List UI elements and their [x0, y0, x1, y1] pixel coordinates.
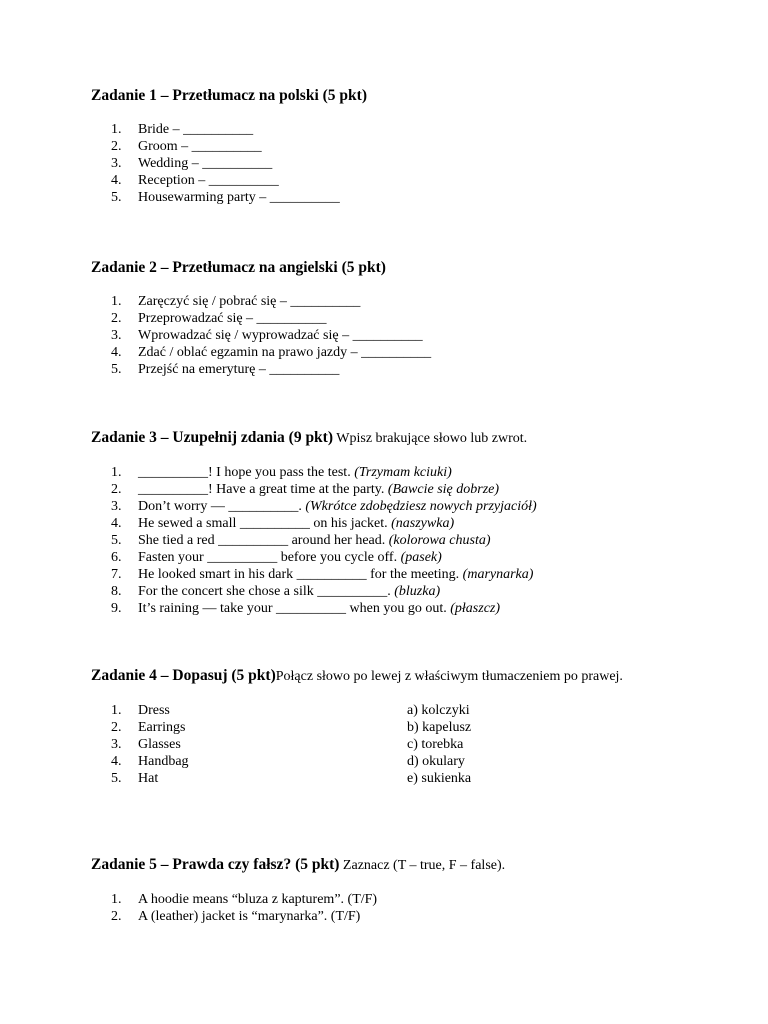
list-item: 8. For the concert she chose a silk __________. (bluzka): [111, 584, 441, 599]
task-3-heading: [91, 428, 691, 449]
list-item: 3. Wprowadzać się / wyprowadzać się – __________: [111, 328, 423, 343]
list-item: 1. Dress: [111, 703, 170, 718]
task-1-list: [91, 121, 691, 206]
task-5-list: [91, 891, 691, 925]
task-3-title: Zadanie 3 – Uzupełnij zdania (9 pkt): [91, 429, 334, 446]
task-2-section: [91, 258, 691, 378]
list-item: 2. __________! Have a great time at the party. (Bawcie się dobrze): [111, 482, 500, 497]
list-item: e) sukienka: [407, 771, 472, 786]
matching-columns: [91, 702, 651, 787]
task-4-section: [91, 666, 651, 787]
task-3-instruction: Wpisz brakujące słowo lub zwrot.: [333, 431, 528, 446]
list-item: b) kapelusz: [407, 720, 472, 735]
task-4-instruction: Połącz słowo po lewej z właściwym tłumaczeniem po prawej.: [275, 669, 623, 684]
task-5-heading: [91, 855, 691, 876]
task-2-heading: [91, 258, 691, 278]
list-item: d) okulary: [407, 754, 465, 769]
task-4-title: Zadanie 4 – Dopasuj (5 pkt): [91, 667, 276, 684]
list-item: 1. Bride – __________: [111, 122, 254, 137]
task-1-title: Zadanie 1 – Przetłumacz na polski (5 pkt): [91, 87, 367, 104]
list-item: 1. __________! I hope you pass the test. (Trzymam kciuki): [111, 465, 452, 480]
list-item: 5. She tied a red __________ around her head. (kolorowa chusta): [111, 533, 491, 548]
task-3-list: [91, 464, 691, 617]
list-item: 7. He looked smart in his dark __________ for the meeting. (marynarka): [111, 567, 534, 582]
task-4-right-list: [407, 702, 471, 787]
task-4-left-list: [91, 702, 651, 787]
list-item: 3. Don’t worry — __________. (Wkrótce zdobędziesz nowych przyjaciół): [111, 499, 537, 514]
list-item: 9. It’s raining — take your __________ when you go out. (płaszcz): [111, 601, 501, 616]
list-item: 5. Housewarming party – __________: [111, 190, 340, 205]
list-item: 4. Handbag: [111, 754, 189, 769]
task-4-heading: [91, 666, 651, 687]
list-item: 3. Wedding – __________: [111, 156, 273, 171]
list-item: 3. Glasses: [111, 737, 181, 752]
list-item: 6. Fasten your __________ before you cycle off. (pasek): [111, 550, 442, 565]
list-item: 2. Earrings: [111, 720, 186, 735]
list-item: 1. A hoodie means “bluza z kapturem”. (T/F): [111, 892, 378, 907]
list-item: 2. Groom – __________: [111, 139, 262, 154]
task-1-heading: [91, 86, 691, 106]
list-item: 2. Przeprowadzać się – __________: [111, 311, 327, 326]
task-2-title: Zadanie 2 – Przetłumacz na angielski (5 pkt): [91, 259, 386, 276]
list-item: 5. Hat: [111, 771, 159, 786]
list-item: 2. A (leather) jacket is “marynarka”. (T/F): [111, 909, 361, 924]
list-item: 4. Zdać / oblać egzamin na prawo jazdy – __________: [111, 345, 432, 360]
task-2-list: [91, 293, 691, 378]
list-item: 1. Zaręczyć się / pobrać się – __________: [111, 294, 361, 309]
task-5-title: Zadanie 5 – Prawda czy fałsz? (5 pkt): [91, 856, 340, 873]
list-item: 4. Reception – __________: [111, 173, 279, 188]
list-item: 5. Przejść na emeryturę – __________: [111, 362, 340, 377]
task-3-section: [91, 428, 691, 617]
task-1-section: [91, 86, 691, 206]
list-item: c) torebka: [407, 737, 464, 752]
list-item: a) kolczyki: [407, 703, 470, 718]
task-5-instruction: Zaznacz (T – true, F – false).: [339, 858, 506, 873]
list-item: 4. He sewed a small __________ on his jacket. (naszywka): [111, 516, 455, 531]
task-5-section: [91, 855, 691, 925]
